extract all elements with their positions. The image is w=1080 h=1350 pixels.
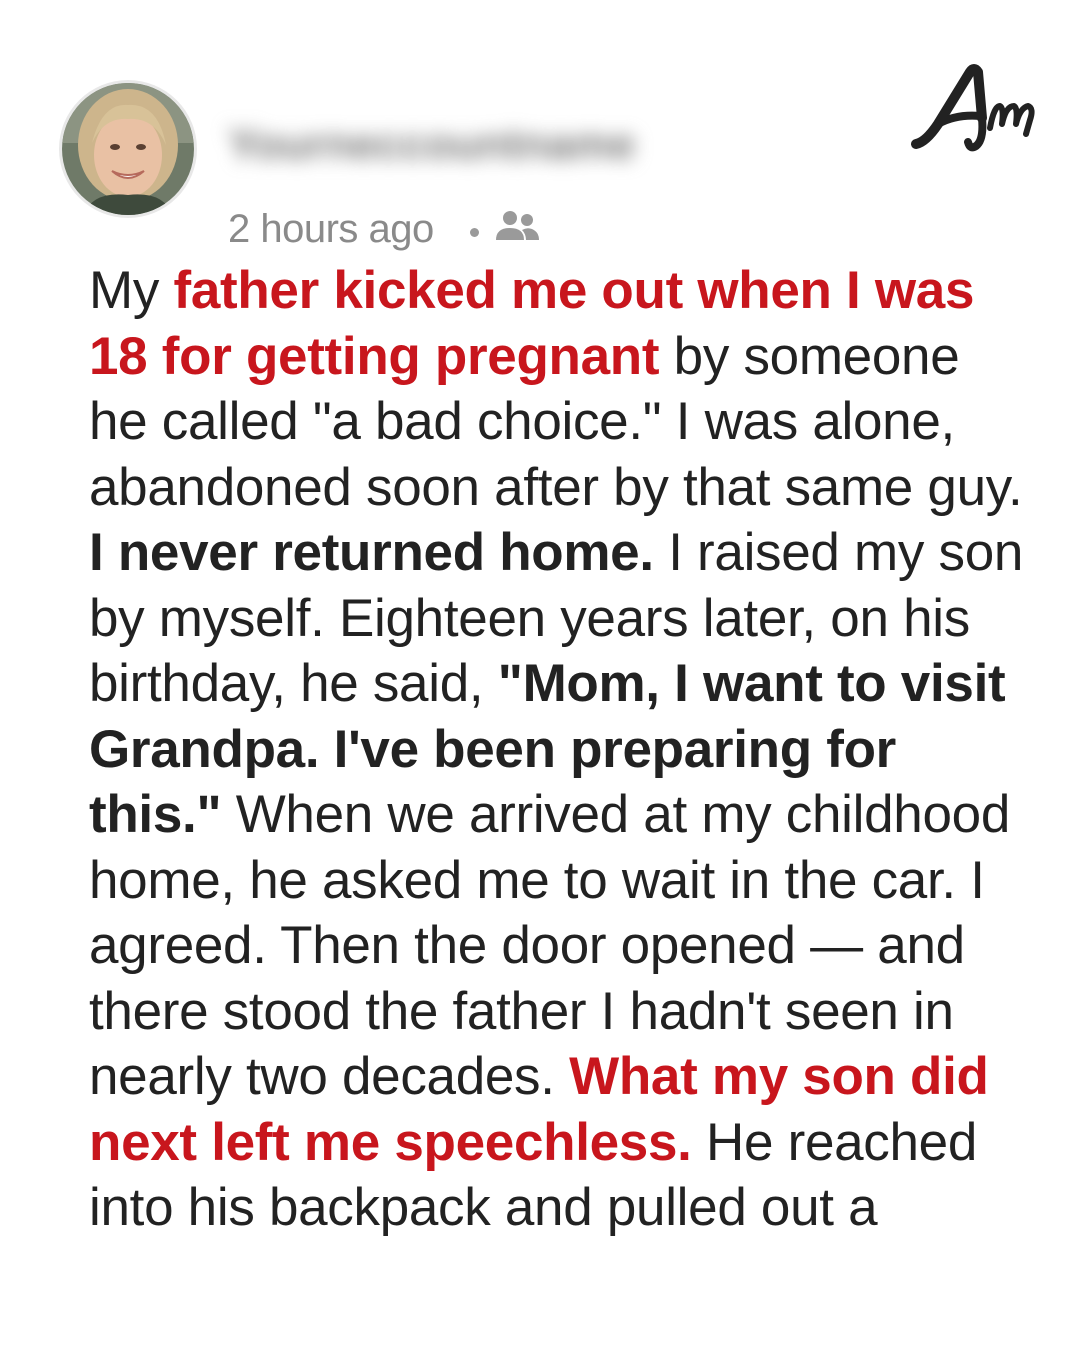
post-text: He reached into his backpack and pulled out a xyxy=(89,1112,978,1237)
author-name-blurred[interactable]: Yourneccountname xyxy=(228,120,636,169)
post-text: My xyxy=(89,261,174,320)
timestamp: 2 hours ago xyxy=(228,206,434,251)
post-body xyxy=(89,258,1029,1241)
avatar-photo xyxy=(62,83,194,215)
separator-dot xyxy=(470,228,479,237)
people-icon[interactable] xyxy=(493,208,541,254)
post-meta xyxy=(228,204,541,254)
post-highlight-bold: I never returned home. xyxy=(89,523,654,582)
post-highlight-bold: "Mom, I want to visit Grandpa. I've been preparing for this." xyxy=(89,654,1006,844)
am-logo-icon xyxy=(908,58,1040,158)
post-highlight-red: father kicked me out when I was 18 for getting pregnant xyxy=(89,261,975,386)
post-text: When we arrived at my childhood home, he asked me to wait in the car. I agreed. Then the door opened — and there stood the father I hadn't seen in nearly two decades. xyxy=(89,785,1010,1106)
avatar[interactable] xyxy=(62,83,194,215)
post-highlight-red: What my son did next left me speechless. xyxy=(89,1047,989,1172)
post-text: I raised my son by myself. Eighteen years later, on his birthday, he said, xyxy=(89,523,1024,713)
post-text: by someone he called "a bad choice." I was alone, abandoned soon after by that same guy. xyxy=(89,326,1023,517)
brand-logo[interactable] xyxy=(908,58,1040,158)
